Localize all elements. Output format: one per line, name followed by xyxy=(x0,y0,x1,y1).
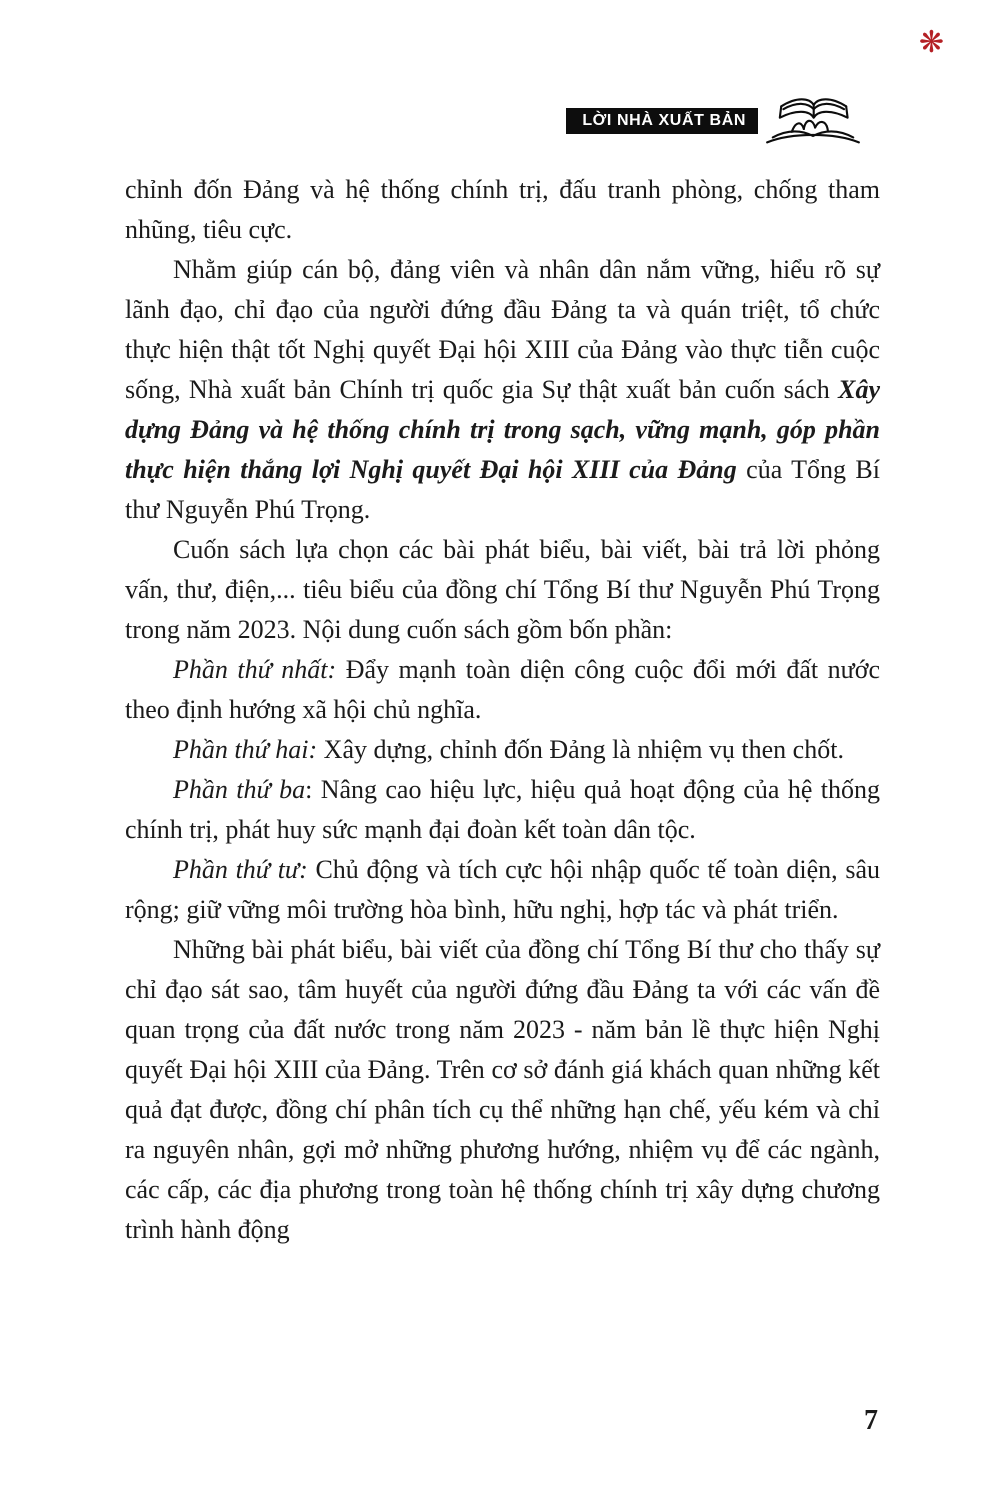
text-segment: Chủ động và tích cực hội nhập quốc tế toàn diện, sâu rộng; giữ vững môi trường hòa bình, hữu nghị, hợp tác và phát triển. xyxy=(125,855,880,924)
paragraph xyxy=(125,650,880,730)
paragraph xyxy=(125,170,880,250)
text-segment: Đẩy mạnh toàn diện công cuộc đổi mới đất nước theo định hướng xã hội chủ nghĩa. xyxy=(125,655,881,724)
page-header xyxy=(566,88,866,153)
text-segment: Phần thứ nhất: xyxy=(173,655,337,684)
paragraph xyxy=(125,530,880,650)
text-segment: Cuốn sách lựa chọn các bài phát biểu, bài viết, bài trả lời phỏng vấn, thư, điện,... tiêu biểu của đồng chí Tổng Bí thư Nguyễn Phú Trọng trong năm 2023. Nội dung cuốn sách gồm bốn phần: xyxy=(125,535,880,644)
text-segment: Phần thứ hai: xyxy=(173,735,318,764)
text-segment: Phần thứ tư: xyxy=(173,855,308,884)
section-title: LỜI NHÀ XUẤT BẢN xyxy=(582,111,746,129)
text-segment: : Nâng cao hiệu lực, hiệu quả hoạt động của hệ thống chính trị, phát huy sức mạnh đại đoàn kết toàn dân tộc. xyxy=(125,775,880,844)
text-segment: Phần thứ ba xyxy=(173,775,306,804)
paragraph xyxy=(125,730,880,770)
text-segment: Xây dựng, chỉnh đốn Đảng là nhiệm vụ then chốt. xyxy=(317,735,844,764)
paragraph xyxy=(125,250,880,530)
text-segment: của Tổng Bí thư Nguyễn Phú Trọng. xyxy=(125,455,880,524)
text-segment: chỉnh đốn Đảng và hệ thống chính trị, đấu tranh phòng, chống tham nhũng, tiêu cực. xyxy=(125,175,880,244)
flower-ornament-icon: ❋ xyxy=(918,25,944,60)
paragraph xyxy=(125,850,880,930)
paragraph xyxy=(125,770,880,850)
text-segment: Nhằm giúp cán bộ, đảng viên và nhân dân nắm vững, hiểu rõ sự lãnh đạo, chỉ đạo của người đứng đầu Đảng ta và quán triệt, tổ chức thực hiện thật tốt Nghị quyết Đại hội XIII của Đảng vào thực tiễn cuộc sống, Nhà xuất bản Chính trị quốc gia Sự thật xuất bản cuốn sách xyxy=(125,255,880,404)
text-segment: Những bài phát biểu, bài viết của đồng chí Tổng Bí thư cho thấy sự chỉ đạo sát sao, tâm huyết của người đứng đầu Đảng ta với các vấn đề quan trọng của đất nước trong năm 2023 - năm bản lề thực hiện Nghị quyết Đại hội XIII của Đảng. Trên cơ sở đánh giá khách quan những kết quả đạt được, đồng chí phân tích cụ thể những hạn chế, yếu kém và chỉ ra nguyên nhân, gợi mở những phương hướng, nhiệm vụ để các ngành, các cấp, các địa phương trong toàn hệ thống chính trị xây dựng chương trình hành động xyxy=(125,935,880,1244)
section-title-bar xyxy=(566,108,758,134)
page-number: 7 xyxy=(864,1405,878,1436)
paragraph xyxy=(125,930,880,1250)
book-lotus-icon xyxy=(760,88,866,153)
body-text xyxy=(125,170,880,1250)
text-segment: Xây dựng Đảng và hệ thống chính trị trong sạch, vững mạnh, góp phần thực hiện thắng lợi Nghị quyết Đại hội XIII của Đảng xyxy=(125,375,880,484)
